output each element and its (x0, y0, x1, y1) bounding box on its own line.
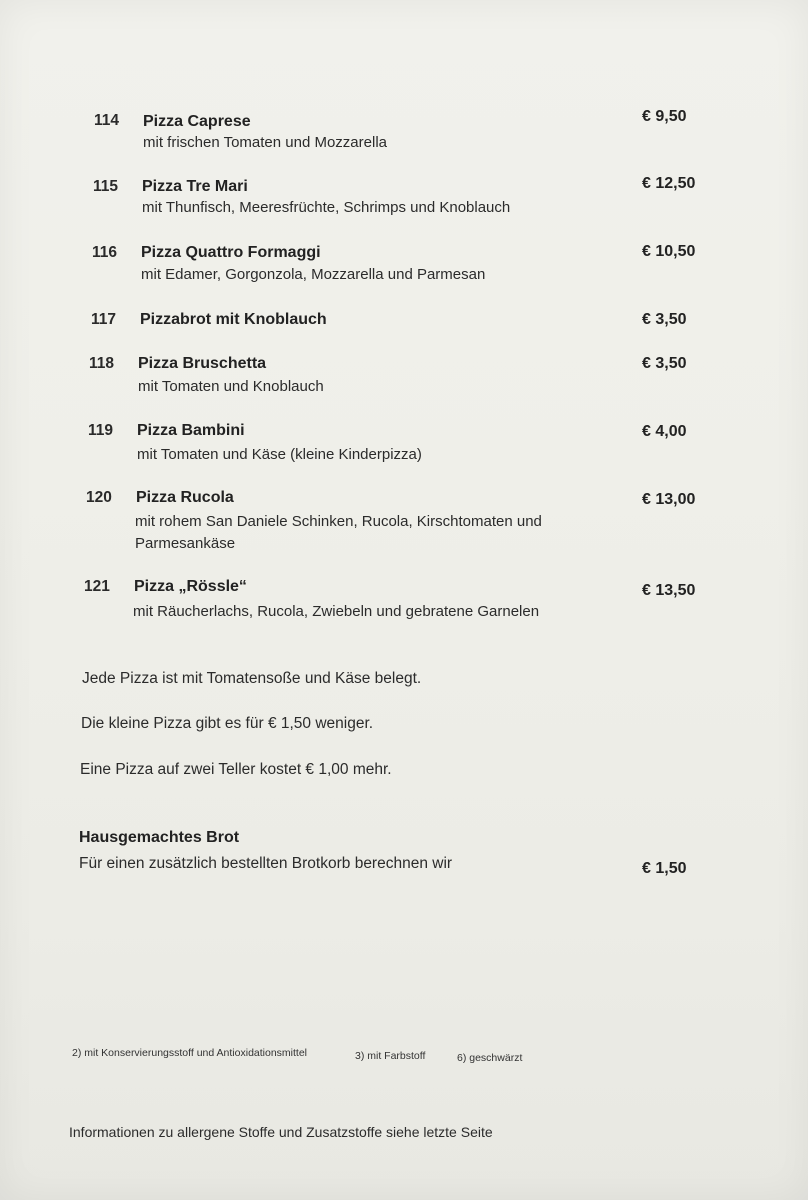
item-price: € 3,50 (642, 311, 687, 328)
item-name: Pizza Quattro Formaggi (141, 244, 321, 261)
item-name: Pizza Caprese (143, 113, 251, 130)
item-name: Pizza Bambini (137, 422, 245, 439)
item-description: mit frischen Tomaten und Mozzarella (143, 134, 387, 151)
item-price: € 10,50 (642, 243, 696, 260)
bread-price: € 1,50 (642, 860, 687, 877)
note-small-pizza: Die kleine Pizza gibt es für € 1,50 weniger. (81, 715, 374, 732)
item-number: 117 (91, 311, 117, 328)
allergen-info: Informationen zu allergene Stoffe und Zusatzstoffe siehe letzte Seite (69, 1124, 493, 1140)
footnote-3: 3) mit Farbstoff (355, 1050, 426, 1062)
item-name: Pizzabrot mit Knoblauch (140, 311, 327, 328)
item-number: 115 (93, 178, 119, 195)
footnote-6: 6) geschwärzt (457, 1052, 523, 1064)
item-name: Pizza Rucola (136, 489, 234, 506)
bread-text: Für einen zusätzlich bestellten Brotkorb berechnen wir (79, 855, 453, 872)
item-description: mit Tomaten und Knoblauch (138, 378, 324, 395)
item-name: Pizza Tre Mari (142, 178, 248, 195)
item-number: 118 (89, 355, 115, 372)
item-price: € 3,50 (642, 355, 687, 372)
item-number: 116 (92, 244, 118, 261)
item-price: € 9,50 (642, 108, 687, 125)
item-number: 119 (88, 422, 114, 439)
item-description: mit Edamer, Gorgonzola, Mozzarella und Parmesan (141, 266, 486, 283)
item-name: Pizza „Rössle“ (134, 578, 247, 595)
item-number: 121 (84, 578, 110, 595)
item-description: Parmesankäse (135, 535, 236, 552)
item-number: 120 (86, 489, 112, 506)
item-name: Pizza Bruschetta (138, 355, 267, 372)
item-number: 114 (94, 112, 120, 129)
item-description: mit Räucherlachs, Rucola, Zwiebeln und gebratene Garnelen (133, 603, 540, 620)
item-price: € 13,50 (642, 582, 696, 599)
note-two-plates: Eine Pizza auf zwei Teller kostet € 1,00 mehr. (80, 761, 392, 778)
item-price: € 4,00 (642, 423, 687, 440)
bread-title: Hausgemachtes Brot (79, 829, 240, 846)
item-description: mit Thunfisch, Meeresfrüchte, Schrimps und Knoblauch (142, 199, 511, 216)
footnote-2: 2) mit Konservierungsstoff und Antioxidationsmittel (72, 1047, 308, 1059)
item-price: € 12,50 (642, 175, 696, 192)
note-tomato-cheese: Jede Pizza ist mit Tomatensoße und Käse belegt. (82, 670, 422, 687)
item-description: mit rohem San Daniele Schinken, Rucola, Kirschtomaten und (135, 513, 542, 530)
item-description: mit Tomaten und Käse (kleine Kinderpizza) (137, 446, 422, 463)
item-price: € 13,00 (642, 491, 696, 508)
